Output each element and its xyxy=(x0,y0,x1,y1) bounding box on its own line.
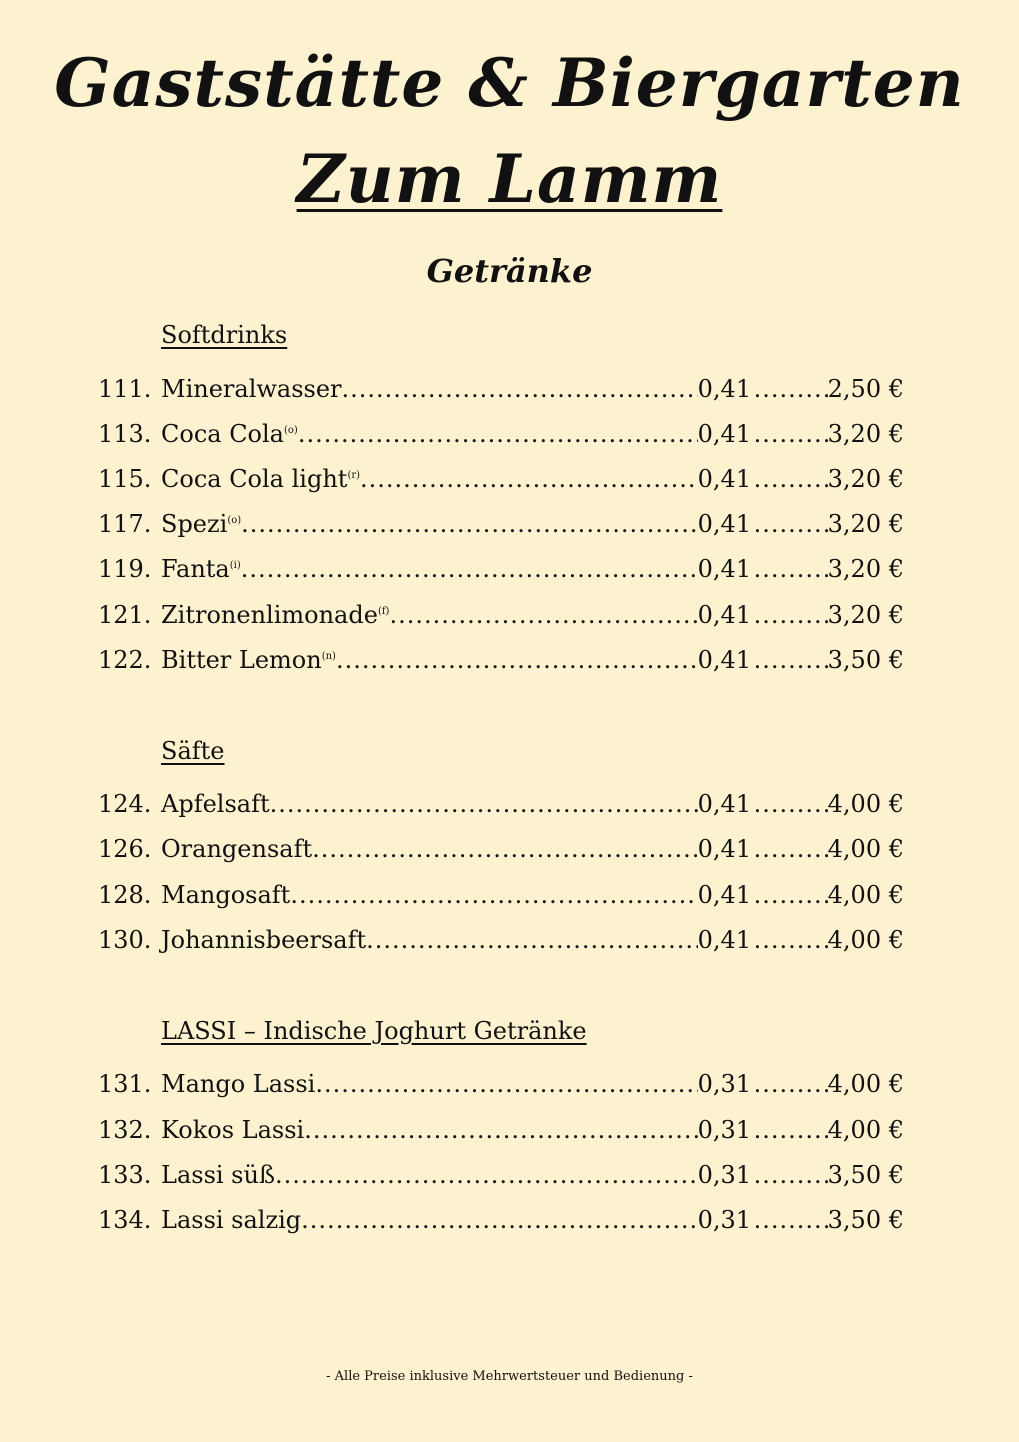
item-price: 3,50 € xyxy=(827,646,904,674)
dot-leader xyxy=(754,1161,828,1189)
item-price: 3,20 € xyxy=(827,601,904,629)
item-note: (f) xyxy=(377,606,390,617)
menu-item xyxy=(98,835,904,867)
dot-leader xyxy=(304,1116,697,1144)
price-footnote: - Alle Preise inklusive Mehrwertsteuer und Bedienung - xyxy=(326,1369,693,1384)
dot-leader xyxy=(366,926,698,954)
dot-leader xyxy=(754,1206,828,1234)
restaurant-subname-text: Zum Lamm xyxy=(296,140,723,218)
item-name: Mangosaft xyxy=(161,881,291,909)
item-volume: 0,41 xyxy=(697,646,752,674)
item-name: Lassi süß xyxy=(161,1161,275,1189)
item-number: 130. xyxy=(98,926,152,954)
item-name: Zitronenlimonade$^{(f)}$ xyxy=(161,601,390,629)
item-note: (o) xyxy=(227,515,242,526)
item-price: 3,20 € xyxy=(827,555,904,583)
item-note: (n) xyxy=(321,651,336,662)
item-number: 121. xyxy=(98,601,152,629)
item-note: (o) xyxy=(284,425,298,436)
dot-leader xyxy=(754,465,828,493)
dot-leader xyxy=(241,510,698,538)
item-volume: 0,31 xyxy=(697,1070,752,1098)
item-name: Coca Cola light$^{(r)}$ xyxy=(161,465,361,493)
item-name: Mineralwasser xyxy=(161,375,342,403)
dot-leader xyxy=(754,790,828,818)
item-number: 132. xyxy=(98,1116,152,1144)
dot-leader xyxy=(389,601,697,629)
item-number: 133. xyxy=(98,1161,152,1189)
item-volume: 0,41 xyxy=(697,465,752,493)
item-name: Fanta$^{(i)}$ xyxy=(161,555,241,583)
dot-leader xyxy=(754,926,828,954)
item-price: 3,20 € xyxy=(827,420,904,448)
dot-leader xyxy=(754,375,828,403)
menu-item xyxy=(98,420,904,452)
menu-item xyxy=(98,555,904,587)
item-price: 4,00 € xyxy=(827,881,904,909)
item-number: 126. xyxy=(98,835,152,863)
menu-item xyxy=(98,646,904,678)
dot-leader xyxy=(754,646,828,674)
item-price: 3,50 € xyxy=(827,1161,904,1189)
dot-leader xyxy=(342,375,698,403)
item-name: Bitter Lemon$^{(n)}$ xyxy=(161,646,336,674)
item-price: 4,00 € xyxy=(827,926,904,954)
section-heading-softdrinks: Softdrinks xyxy=(161,321,288,349)
dot-leader xyxy=(290,881,697,909)
item-number: 119. xyxy=(98,555,152,583)
item-number: 111. xyxy=(98,375,152,403)
item-note: (i) xyxy=(229,560,241,571)
item-volume: 0,41 xyxy=(697,601,752,629)
dot-leader xyxy=(312,835,698,863)
dot-leader xyxy=(754,835,828,863)
restaurant-name: Gaststätte & Biergarten xyxy=(54,44,965,122)
item-name: Lassi salzig xyxy=(161,1206,302,1234)
menu-item xyxy=(98,790,904,822)
dot-leader xyxy=(754,510,828,538)
item-number: 115. xyxy=(98,465,152,493)
item-price: 4,00 € xyxy=(827,1070,904,1098)
menu-item xyxy=(98,510,904,542)
item-volume: 0,41 xyxy=(697,790,752,818)
dot-leader xyxy=(360,465,698,493)
item-volume: 0,41 xyxy=(697,420,752,448)
menu-item xyxy=(98,1116,904,1148)
item-price: 2,50 € xyxy=(827,375,904,403)
item-name: Coca Cola$^{(o)}$ xyxy=(161,420,298,448)
dot-leader xyxy=(754,601,828,629)
item-name: Orangensaft xyxy=(161,835,313,863)
item-volume: 0,41 xyxy=(697,375,752,403)
section-heading-lassi: LASSI – Indische Joghurt Getränke xyxy=(161,1017,587,1045)
item-number: 131. xyxy=(98,1070,152,1098)
item-number: 113. xyxy=(98,420,152,448)
item-volume: 0,41 xyxy=(697,835,752,863)
item-volume: 0,41 xyxy=(697,510,752,538)
item-name: Apfelsaft xyxy=(161,790,270,818)
item-name: Kokos Lassi xyxy=(161,1116,305,1144)
dot-leader xyxy=(301,1206,697,1234)
item-number: 122. xyxy=(98,646,152,674)
dot-leader xyxy=(315,1070,697,1098)
menu-item xyxy=(98,465,904,497)
dot-leader xyxy=(754,555,828,583)
menu-item xyxy=(98,1070,904,1102)
item-number: 117. xyxy=(98,510,152,538)
menu-item xyxy=(98,601,904,633)
item-price: 4,00 € xyxy=(827,790,904,818)
dot-leader xyxy=(754,881,828,909)
item-note: (r) xyxy=(347,470,361,481)
item-price: 3,50 € xyxy=(827,1206,904,1234)
restaurant-subname xyxy=(0,140,1019,218)
item-price: 4,00 € xyxy=(827,835,904,863)
item-price: 3,20 € xyxy=(827,510,904,538)
menu-item xyxy=(98,881,904,913)
item-name: Johannisbeersaft xyxy=(161,926,367,954)
dot-leader xyxy=(275,1161,698,1189)
item-name: Mango Lassi xyxy=(161,1070,316,1098)
menu-item xyxy=(98,1161,904,1193)
menu-item xyxy=(98,1206,904,1238)
dot-leader xyxy=(298,420,698,448)
dot-leader xyxy=(754,420,828,448)
dot-leader xyxy=(270,790,698,818)
item-price: 4,00 € xyxy=(827,1116,904,1144)
item-name: Spezi$^{(o)}$ xyxy=(161,510,242,538)
menu-item xyxy=(98,375,904,407)
section-heading-saefte: Säfte xyxy=(161,737,225,765)
dot-leader xyxy=(754,1116,828,1144)
item-volume: 0,31 xyxy=(697,1116,752,1144)
item-price: 3,20 € xyxy=(827,465,904,493)
item-volume: 0,41 xyxy=(697,555,752,583)
menu-item xyxy=(98,926,904,958)
dot-leader xyxy=(336,646,698,674)
item-number: 128. xyxy=(98,881,152,909)
item-number: 134. xyxy=(98,1206,152,1234)
menu-title: Getränke xyxy=(426,252,593,290)
item-volume: 0,41 xyxy=(697,881,752,909)
item-volume: 0,31 xyxy=(697,1206,752,1234)
dot-leader xyxy=(754,1070,828,1098)
item-number: 124. xyxy=(98,790,152,818)
dot-leader xyxy=(241,555,698,583)
item-volume: 0,31 xyxy=(697,1161,752,1189)
item-volume: 0,41 xyxy=(697,926,752,954)
